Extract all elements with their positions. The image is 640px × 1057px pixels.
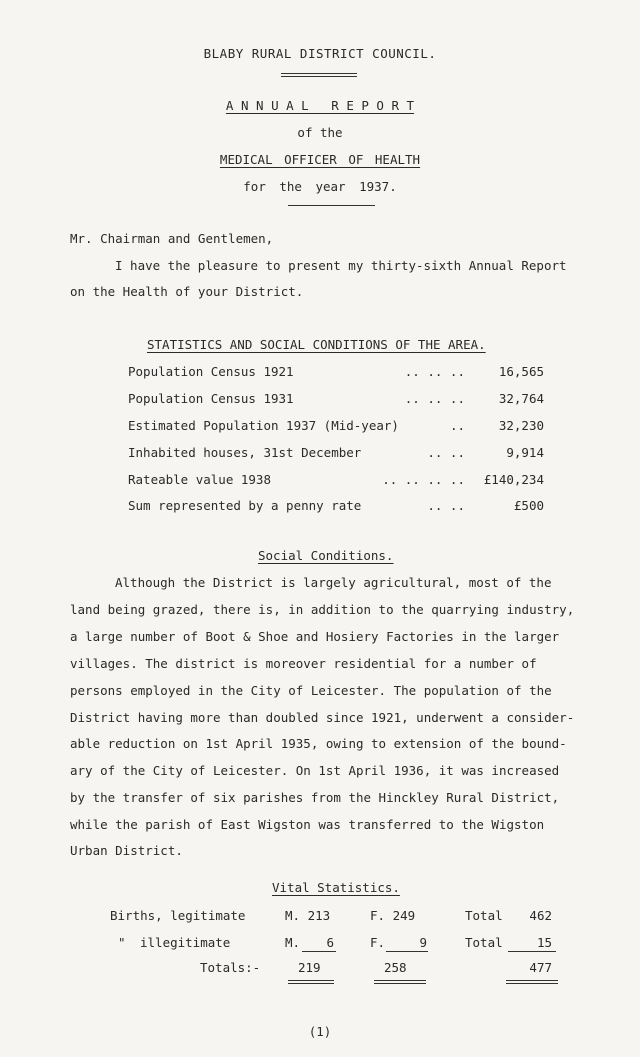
stat-value: £500 [513, 498, 544, 513]
stat-dots: .. [449, 418, 465, 433]
stat-dots: .. .. .. [404, 364, 465, 379]
stat-value: 32,230 [498, 418, 544, 433]
paragraph-line: persons employed in the City of Leicester. The population of the [70, 683, 552, 698]
divider [288, 205, 375, 206]
intro-line-1: I have the pleasure to present my thirty-sixth Annual Report [115, 258, 567, 273]
female-total: 258 [384, 960, 407, 975]
total-label: Total [465, 935, 503, 950]
divider [281, 76, 357, 77]
total-count: 15 [536, 935, 552, 950]
double-underline [506, 980, 558, 984]
stat-value: 16,565 [498, 364, 544, 379]
stat-dots: .. .. .. .. [382, 472, 465, 487]
male-count: 6 [326, 935, 334, 950]
year-line: for the year 1937. [243, 179, 397, 194]
paragraph-line: while the parish of East Wigston was transferred to the Wigston [70, 817, 545, 832]
stat-value: £140,234 [483, 472, 544, 487]
officer-title: MEDICAL OFFICER OF HEALTH [219, 152, 421, 167]
stat-label: Population Census 1931 [128, 391, 294, 406]
stat-dots: .. .. [427, 445, 465, 460]
divider [281, 73, 357, 74]
report-title: A N N U A L R E P O R T [225, 98, 415, 113]
paragraph-line: able reduction on 1st April 1935, owing to extension of the bound- [70, 736, 567, 751]
paragraph-line: ary of the City of Leicester. On 1st April 1936, it was increased [70, 763, 560, 778]
vital-label: Births, legitimate [110, 908, 246, 923]
stat-dots: .. .. [427, 498, 465, 513]
statistics-heading: STATISTICS AND SOCIAL CONDITIONS OF THE AREA. [147, 337, 486, 352]
ditto-mark: " [118, 935, 126, 950]
grand-total: 477 [529, 960, 552, 975]
salutation: Mr. Chairman and Gentlemen, [70, 231, 274, 246]
total-label: Total [465, 908, 503, 923]
vital-label: illegitimate [140, 935, 231, 950]
underline [302, 951, 336, 952]
stat-dots: .. .. .. [404, 391, 465, 406]
underline [508, 951, 556, 952]
female-prefix: F. [370, 935, 386, 950]
double-underline [374, 980, 426, 984]
of-the-text: of the [297, 125, 343, 140]
stat-label: Population Census 1921 [128, 364, 294, 379]
social-heading: Social Conditions. [258, 548, 394, 563]
paragraph-line: villages. The district is moreover residential for a number of [70, 656, 537, 671]
vital-heading: Vital Statistics. [272, 880, 400, 895]
stat-label: Estimated Population 1937 (Mid-year) [128, 418, 399, 433]
paragraph-line: Urban District. [70, 843, 183, 858]
female-count: 9 [419, 935, 427, 950]
page-number: (1) [308, 1024, 332, 1039]
stat-label: Inhabited houses, 31st December [128, 445, 362, 460]
stat-value: 32,764 [498, 391, 544, 406]
male-total: 219 [298, 960, 321, 975]
stat-label: Sum represented by a penny rate [128, 498, 362, 513]
stat-value: 9,914 [506, 445, 544, 460]
female-count: F. 249 [370, 908, 416, 923]
paragraph-line: District having more than doubled since 1921, underwent a consider- [70, 710, 575, 725]
intro-line-2: on the Health of your District. [70, 284, 304, 299]
stat-label: Rateable value 1938 [128, 472, 271, 487]
total-count: 462 [529, 908, 552, 923]
paragraph-line: by the transfer of six parishes from the Hinckley Rural District, [70, 790, 560, 805]
male-count: M. 213 [285, 908, 331, 923]
double-underline [288, 980, 334, 984]
underline [386, 951, 428, 952]
council-title: BLABY RURAL DISTRICT COUNCIL. [203, 46, 437, 61]
paragraph-line: Although the District is largely agricultural, most of the [115, 575, 552, 590]
totals-label: Totals:- [200, 960, 261, 975]
paragraph-line: a large number of Boot & Shoe and Hosiery Factories in the larger [70, 629, 560, 644]
paragraph-line: land being grazed, there is, in addition to the quarrying industry, [70, 602, 575, 617]
male-prefix: M. [285, 935, 301, 950]
